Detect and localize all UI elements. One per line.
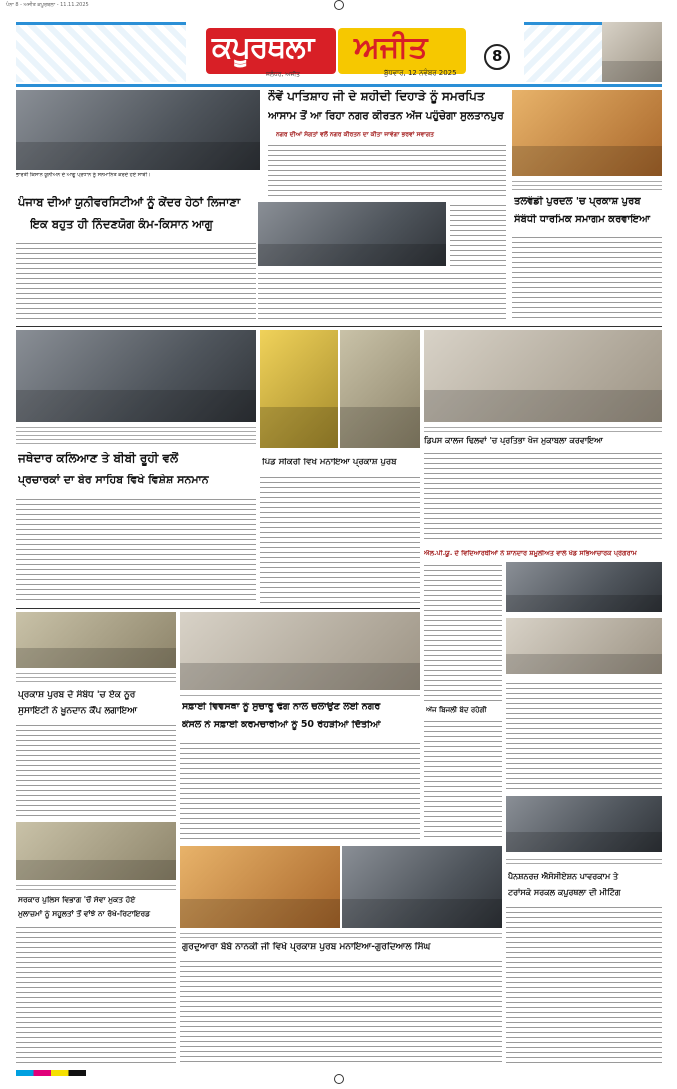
gurdwara-photo-2: [342, 846, 502, 928]
sikri-photo-2: [340, 330, 420, 448]
mpu-body-text: [424, 562, 502, 702]
top-body-text-3: [258, 270, 506, 322]
jathedar-headline-1: ਜਥੇਦਾਰ ਕਲਿਆਣ ਤੇ ਬੀਬੀ ਰੂਹੀ ਵਲੋਂ: [18, 452, 179, 465]
college-body-text: [424, 450, 662, 540]
top-body-text-2: [450, 202, 506, 266]
color-bar-bottom: [16, 1070, 86, 1076]
blood-camp-photo: [16, 612, 176, 668]
jathedar-body-text: [16, 496, 256, 604]
police-headline-1: ਸਰਕਾਰ ਪੁਲਿਸ ਵਿਭਾਗ 'ਚੋਂ ਸੇਵਾ ਮੁਕਤ ਹੋਏ: [18, 896, 136, 904]
top-body-text: [268, 142, 506, 200]
blood-headline-1: ਪ੍ਰਕਾਸ਼ ਪੁਰਬ ਦੇ ਸੰਬੰਧ 'ਚ ਏਕ ਨੂਰ: [18, 690, 136, 700]
kirtan-photo: [512, 90, 662, 176]
dress-body-text: [424, 718, 502, 840]
masthead: [16, 22, 662, 82]
talwandi-headline-1: ਤਲਵੰਡੀ ਪੁਰਦਲ 'ਚ ਪ੍ਰਕਾਸ਼ ਪੁਰਬ: [514, 196, 641, 207]
safai-headline-1: ਸਫ਼ਾਈ ਵਿਵਸਥਾ ਨੂੰ ਸੁਚਾਰੂ ਢੰਗ ਨਾਲ ਚਲਾਉਣ ਲਈ ਨਗਰ: [182, 702, 381, 712]
registration-mark-bottom: [334, 1074, 344, 1084]
police-photo: [16, 822, 176, 880]
ornament-left: [16, 22, 186, 82]
top-headline-2: ਆਸਾਮ ਤੋਂ ਆ ਰਿਹਾ ਨਗਰ ਕੀਰਤਨ ਅੱਜ ਪਹੁੰਚੇਗਾ ਸੁਲਤਾਨਪੁਰ: [268, 110, 504, 122]
pensioners-body-text: [506, 904, 662, 1064]
gurdwara-body-text: [180, 958, 502, 1064]
kirtan-photo-caption-area: [512, 178, 662, 192]
farmers-body-text: [16, 240, 256, 322]
sikri-body-text: [260, 474, 420, 604]
police-headline-2: ਮੁਲਾਜ਼ਮਾਂ ਨੂੰ ਸਹੂਲਤਾਂ ਤੋਂ ਵਾਂਝੇ ਨਾ ਰੱਖੇ-ਰਿਟਾਇਰਡ: [18, 910, 150, 918]
blood-headline-2: ਸੁਸਾਇਟੀ ਨੇ ਖ਼ੂਨਦਾਨ ਕੈਂਪ ਲਗਾਇਆ: [18, 706, 138, 716]
jathedar-headline-2: ਪ੍ਰਚਾਰਕਾਂ ਦਾ ਬੇਰ ਸਾਹਿਬ ਵਿਖੇ ਵਿਸ਼ੇਸ਼ ਸਨਮਾਨ: [18, 474, 209, 486]
masthead-paper: ਅਜੀਤ: [354, 30, 428, 65]
masthead-band: [16, 84, 662, 87]
gurdwara-caption-area: [180, 930, 502, 938]
pensioners-caption-area: [506, 856, 662, 866]
masthead-place: ਜਲੰਧਰ, ਅਜੀਤ: [266, 71, 301, 78]
mpu-headline: ਐਲ.ਪੀ.ਯੂ. ਦੇ ਵਿਦਿਆਰਥੀਆਂ ਨੇ ਸ਼ਾਨਦਾਰ ਸ਼ਮੂਲੀਅਤ ਵਾਲੇ ਖੇਡ ਸਭਿਆਚਾਰਕ ਪ੍ਰੋਗਰਾਮ: [424, 550, 637, 557]
safai-headline-2: ਕੌਂਸਲ ਨੇ ਸਫ਼ਾਈ ਕਰਮਚਾਰੀਆਂ ਨੂੰ 50 ਰੇਹੜੀਆਂ ਦਿੱਤੀਆਂ: [182, 720, 381, 730]
blood-caption-area: [16, 670, 176, 682]
safai-caption-area: [180, 692, 420, 698]
farmers-headline-1: ਪੰਜਾਬ ਦੀਆਂ ਯੂਨੀਵਰਸਿਟੀਆਂ ਨੂੰ ਕੇਂਦਰ ਹੇਠਾਂ ਲਿਜਾਣਾ: [18, 196, 241, 209]
top-story-photo: [258, 202, 446, 266]
building-photo: [602, 22, 662, 82]
mpu-photo-2: [506, 618, 662, 674]
farmers-group-photo: [16, 90, 260, 170]
pensioners-headline-2: ਟਰਾਂਸਕੋ ਸਰਕਲ ਕਪੂਰਥਲਾ ਦੀ ਮੀਟਿੰਗ: [508, 888, 621, 897]
farmers-photo-caption: ਭਾਰਤੀ ਕਿਸਾਨ ਯੂਨੀਅਨ ਦੇ ਆਗੂ ਪ੍ਰਧਾਨ ਨੂੰ ਸਨਮਾਨਿਤ ਕਰਦੇ ਹੋਏ ਸਾਥੀ।: [16, 172, 151, 178]
farmers-headline-2: ਇਕ ਬਹੁਤ ਹੀ ਨਿੰਦਣਯੋਗ ਕੰਮ-ਕਿਸਾਨ ਆਗੂ: [30, 218, 213, 231]
top-subhead: ਨਗਰ ਦੀਆਂ ਸੰਗਤਾਂ ਵਲੋਂ ਨਗਰ ਕੀਰਤਨ ਦਾ ਕੀਤਾ ਜਾਵੇਗਾ ਭਰਵਾਂ ਸਵਾਗਤ: [276, 131, 434, 138]
talwandi-headline-2: ਸੰਬੰਧੀ ਧਾਰਮਿਕ ਸਮਾਗਮ ਕਰਵਾਇਆ: [514, 214, 650, 225]
college-photo: [424, 330, 662, 422]
blood-body-text: [16, 722, 176, 818]
talwandi-body-text: [512, 234, 662, 322]
safai-body-text: [180, 740, 420, 840]
jathedar-caption-area: [16, 424, 256, 446]
police-body-text: [16, 924, 176, 1064]
ornament-right: [524, 22, 602, 82]
sikri-photo-1: [260, 330, 338, 448]
jathedar-photo: [16, 330, 256, 422]
police-caption-area: [16, 882, 176, 892]
pensioners-photo: [506, 796, 662, 852]
divider-1: [16, 326, 662, 327]
gurdwara-headline: ਗੁਰਦੁਆਰਾ ਬੇਬੇ ਨਾਨਕੀ ਜੀ ਵਿਖੇ ਪ੍ਰਕਾਸ਼ ਪੁਰਬ ਮਨਾਇਆ-ਗੁਰਦਿਆਲ ਸਿੰਘ: [182, 942, 431, 952]
divider-2: [16, 608, 420, 609]
page-number: 8: [492, 47, 503, 65]
masthead-date: ਬੁੱਧਵਾਰ, 12 ਨਵੰਬਰ 2025: [384, 69, 457, 77]
college-caption-area: [424, 424, 662, 432]
safai-photo: [180, 612, 420, 690]
gurdwara-photo-1: [180, 846, 340, 928]
masthead-city: ਕਪੂਰਥਲਾ: [212, 30, 314, 65]
mpu-body-text-2: [506, 680, 662, 792]
registration-mark-top: [334, 0, 344, 10]
top-headline-1: ਨੌਵੇਂ ਪਾਤਿਸ਼ਾਹ ਜੀ ਦੇ ਸ਼ਹੀਦੀ ਦਿਹਾੜੇ ਨੂੰ ਸਮਰਪਿਤ: [268, 90, 485, 103]
pensioners-headline-1: ਪੈਨਸ਼ਨਰਜ਼ ਐਸੋਸੀਏਸ਼ਨ ਪਾਵਰਕਾਮ ਤੇ: [508, 872, 619, 881]
sikri-headline: ਪਿੰਡ ਸੀਕਰੀ ਵਿਖੇ ਮਨਾਇਆ ਪ੍ਰਕਾਸ਼ ਪੁਰਬ: [262, 458, 397, 467]
mpu-photo-1: [506, 562, 662, 612]
dress-headline: ਅੱਜ ਬਿਜਲੀ ਬੰਦ ਰਹੇਗੀ: [426, 706, 487, 714]
college-headline: ਡਿਪਸ ਕਾਲਜ ਢਿਲਵਾਂ 'ਚ ਪ੍ਰਤਿਭਾ ਖੋਜ ਮੁਕਾਬਲਾ ਕਰਵਾਇਆ: [424, 436, 603, 445]
print-meta: ਪੰਨਾ 8 - ਅਜੀਤ ਕਪੂਰਥਲਾ - 11.11.2025: [6, 2, 89, 8]
